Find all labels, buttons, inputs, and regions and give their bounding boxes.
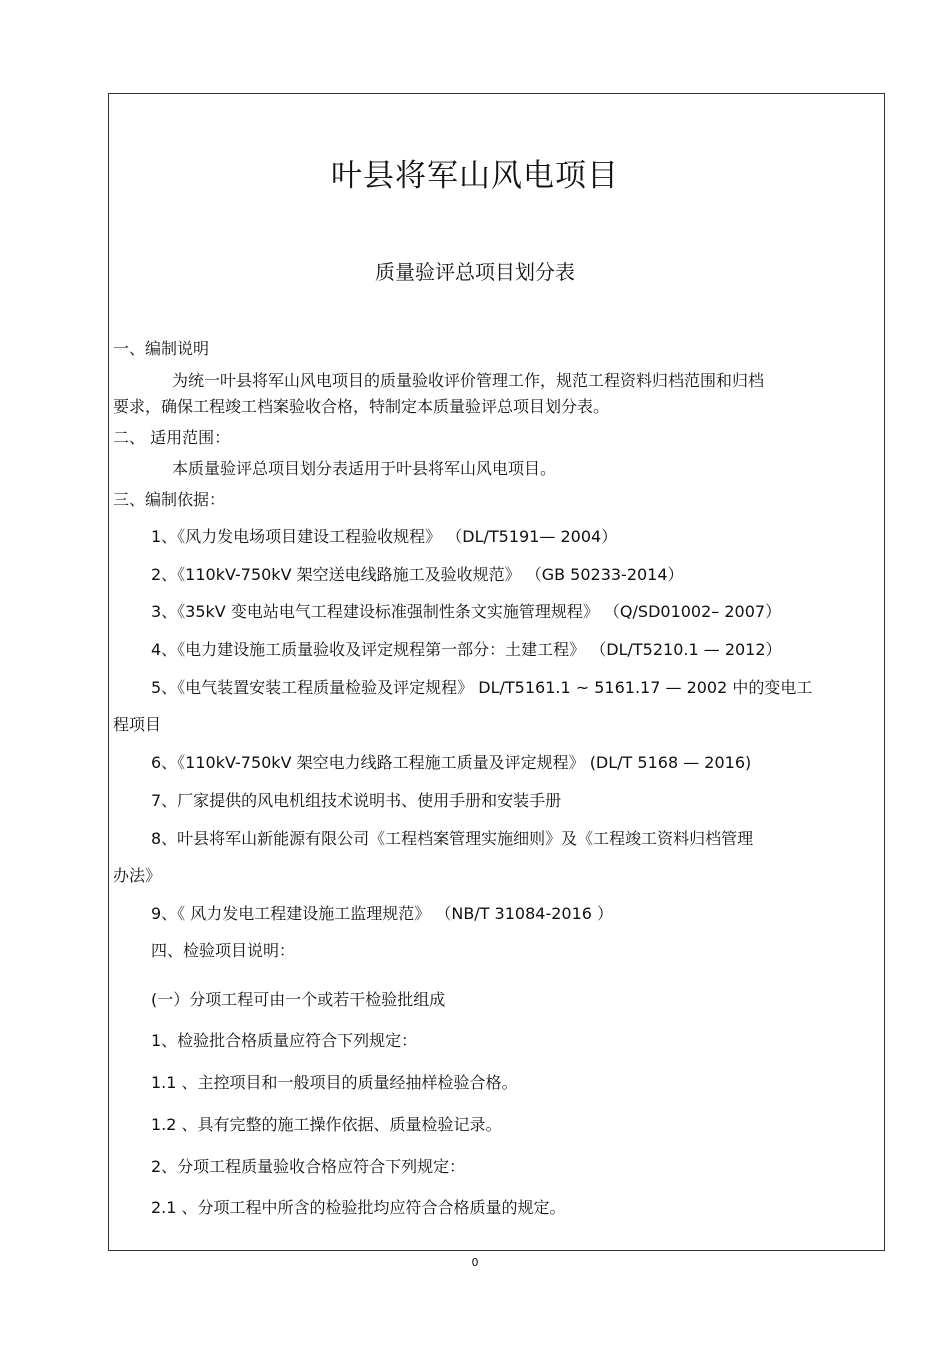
paragraph-line: 为统一叶县将军山风电项目的质量验收评价管理工作，规范工程资料归档范围和归档 <box>172 371 765 390</box>
list-item: 7、厂家提供的风电机组技术说明书、使用手册和安装手册 <box>151 791 562 810</box>
list-item: 8、叶县将军山新能源有限公司《工程档案管理实施细则》及《工程竣工资料归档管理 <box>151 829 754 848</box>
section-heading: 三、编制依据： <box>113 490 226 509</box>
document-title: 叶县将军山风电项目 <box>331 158 619 194</box>
list-item: 6、《110kV-750kV 架空电力线路工程施工质量及评定规程》 (DL/T 5168 — 2016) <box>151 753 752 772</box>
list-item: 3、《35kV 变电站电气工程建设标准强制性条文实施管理规程》 （Q/SD01002– 2007） <box>151 602 782 621</box>
list-item-continuation: 程项目 <box>113 715 162 734</box>
rule-item: 1.2 、具有完整的施工操作依据、质量检验记录。 <box>151 1115 502 1134</box>
document-subtitle: 质量验评总项目划分表 <box>375 260 575 284</box>
list-item: 1、《风力发电场项目建设工程验收规程》 （DL/T5191— 2004） <box>151 527 618 546</box>
section-heading: 二、 适用范围： <box>113 428 231 447</box>
list-item: 2、《110kV-750kV 架空送电线路施工及验收规范》 （GB 50233-2014） <box>151 565 684 584</box>
list-item-continuation: 办法》 <box>113 866 162 885</box>
section-heading: 一、编制说明 <box>113 339 210 358</box>
page-number: 0 <box>471 1256 479 1269</box>
list-item: 4、《电力建设施工质量验收及评定规程第一部分：土建工程》 （DL/T5210.1 — 2012） <box>151 640 782 659</box>
paragraph-line: 要求，确保工程竣工档案验收合格，特制定本质量验评总项目划分表。 <box>113 397 610 416</box>
rule-item: 1.1 、主控项目和一般项目的质量经抽样检验合格。 <box>151 1073 518 1092</box>
subsection-heading: (一）分项工程可由一个或若干检验批组成 <box>151 990 446 1009</box>
rule-item: 2.1 、分项工程中所含的检验批均应符合合格质量的规定。 <box>151 1198 566 1217</box>
rule-item: 2、分项工程质量验收合格应符合下列规定： <box>151 1157 466 1176</box>
rule-item: 1、检验批合格质量应符合下列规定： <box>151 1031 418 1050</box>
list-item: 9、《 风力发电工程建设施工监理规范》 （NB/T 31084-2016 ） <box>151 904 614 923</box>
list-item: 5、《电气装置安装工程质量检验及评定规程》 DL/T5161.1 ~ 5161.17 — 2002 中的变电工 <box>151 678 813 697</box>
paragraph-line: 本质量验评总项目划分表适用于叶县将军山风电项目。 <box>172 459 557 478</box>
section-heading: 四、检验项目说明： <box>151 941 296 960</box>
